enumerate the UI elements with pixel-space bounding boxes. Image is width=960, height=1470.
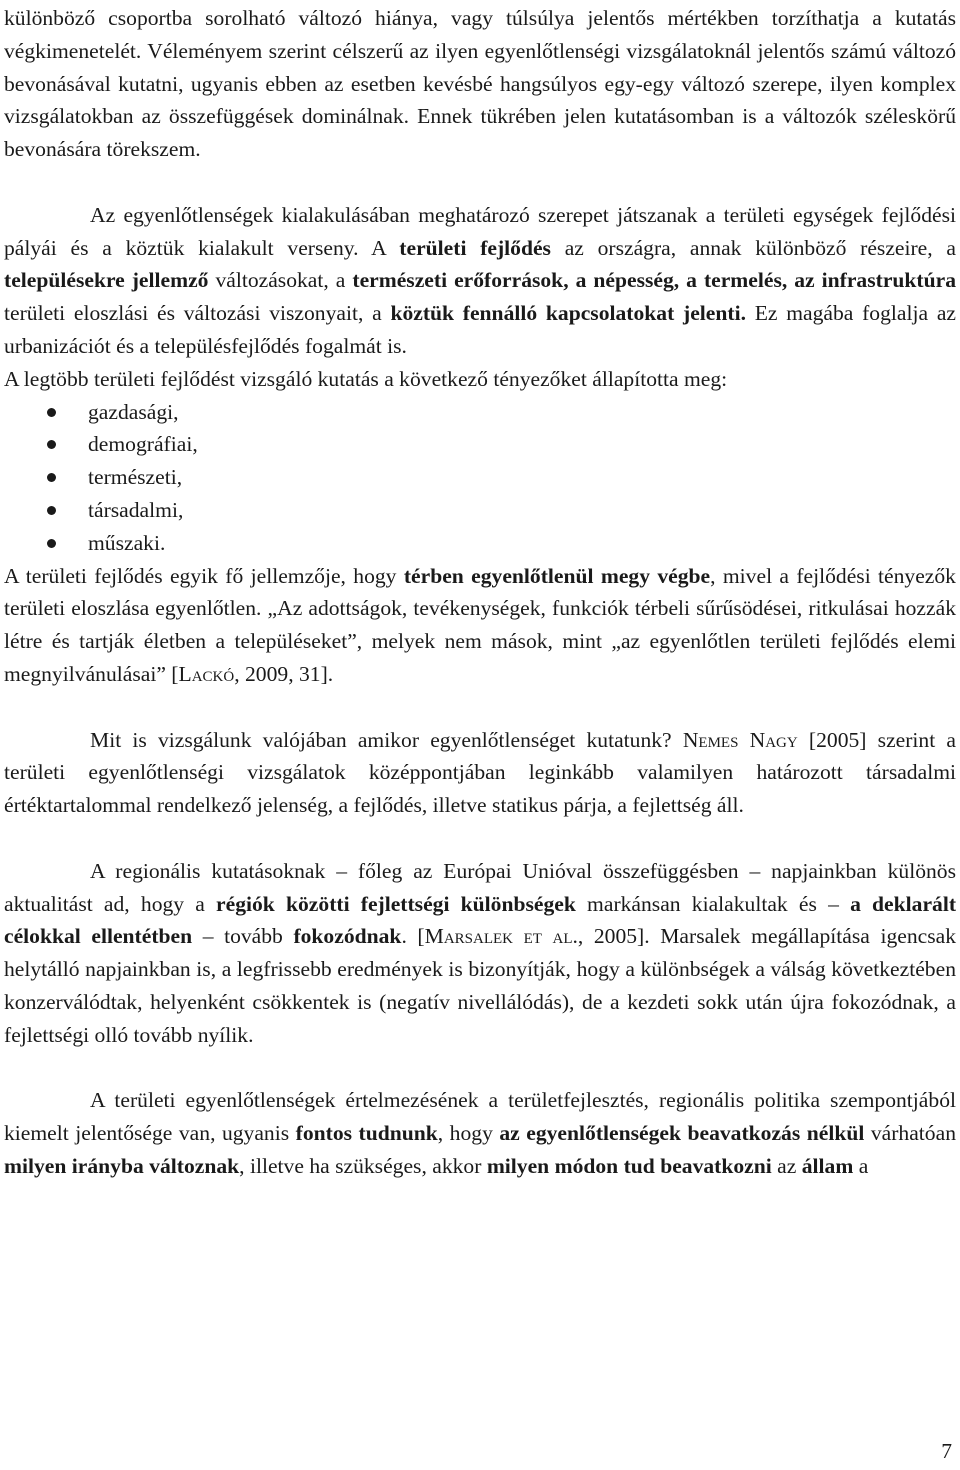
list-item: demográfiai,	[4, 428, 956, 461]
factor-list	[4, 396, 956, 560]
bold-term: fontos tudnunk	[295, 1121, 438, 1146]
citation-author: Lackó	[178, 661, 235, 686]
text-run: , hogy	[437, 1121, 500, 1146]
list-item: gazdasági,	[4, 396, 956, 429]
paragraph-gap	[4, 822, 956, 855]
text-run: , illetve ha szükséges, akkor	[239, 1153, 487, 1178]
bold-term: településekre jellemző	[4, 268, 209, 293]
text-run: , mivel a fejlődési tényezők területi eloszlása egyenlőtlen. „Az adottságok, tevékenységek, funkciók térbeli sűrűsödései, ritkulásai hozzák létre és tartják életben a településeket”, melyek nem mások, mint „az egyenlőtlen területi fejlődés elemi megnyilvánulásai” [	[4, 563, 956, 686]
text-run: A regionális kutatásoknak – főleg az Európai Unióval összefüggésben – napjainkban különös aktualitást ad, hogy a	[4, 858, 956, 916]
bold-term: az egyenlőtlenségek beavatkozás nélkül	[499, 1121, 865, 1146]
paragraph-5	[4, 724, 956, 822]
paragraph-gap	[4, 166, 956, 199]
bold-term: köztük fennálló kapcsolatokat jelenti.	[390, 301, 746, 326]
paragraph-3: A legtöbb területi fejlődést vizsgáló kutatás a következő tényezőket állapította meg:	[4, 366, 728, 391]
list-item: műszaki.	[4, 527, 956, 560]
text-run: A területi egyenlőtlenségek értelmezésének a területfejlesztés, regionális politika szempontjából kiemelt jelentősége van, ugyanis	[4, 1088, 956, 1146]
paragraph-1: különböző csoportba sorolható változó hiánya, vagy túlsúlya jelentős mértékben torzíthatja a kutatás végkimenetelét. Véleményem szerint célszerű az ilyen egyenlőtlenségi vizsgálatoknál jelentős számú változó bevonásával kutatni, ugyanis ebben az esetben kevésbé hangsúlyos egy-egy változó szerepe, ilyen komplex vizsgálatokban az összefüggések dominálnak. Ennek tükrében jelen kutatásomban is a változók széleskörű bevonására törekszem.	[4, 6, 956, 162]
text-run: Az egyenlőtlenségek kialakulásában meghatározó szerepet játszanak a területi egységek fejlődési pályái és a köztük kialakult verseny. A	[4, 202, 956, 260]
text-run: területi eloszlási és változási viszonyait, a	[4, 301, 391, 326]
bold-term: fokozódnak	[293, 924, 402, 949]
citation-author: Nemes Nagy	[682, 727, 798, 752]
bold-term: régiók közötti fejlettségi különbségek	[216, 891, 576, 916]
list-item: társadalmi,	[4, 494, 956, 527]
text-run: , 2005]. Marsalek megállapítása igencsak helytálló napjainkban is, a legfrissebb eredmények is bizonyítják, hogy a különbségek a válság következtében konzerválódtak, helyenként csökkentek is (negatív nivellálódás), de a kezdeti sokk után újra fokozódnak, a fejlettségi olló tovább nyílik.	[4, 924, 956, 1047]
list-item: természeti,	[4, 461, 956, 494]
bold-term: milyen irányba változnak	[4, 1153, 240, 1178]
page-number: 7	[941, 1439, 952, 1463]
text-run: változásokat, a	[208, 268, 353, 293]
body-text	[4, 2, 956, 1183]
text-run: az országra, annak különböző részeire, a	[550, 235, 956, 260]
bold-term: területi fejlődés	[399, 235, 551, 260]
bold-term: milyen módon tud beavatkozni	[486, 1153, 772, 1178]
paragraph-7	[4, 1084, 956, 1182]
text-run: az	[771, 1153, 802, 1178]
paragraph-6	[4, 855, 956, 1052]
bold-term: természeti erőforrások, a népesség, a termelés, az infrastruktúra	[352, 268, 956, 293]
bold-term: a deklarált célokkal ellentétben	[4, 891, 957, 949]
text-run: [2005] szerint a területi egyenlőtlenségi vizsgálatok középpontjában leginkább valamilyen határozott társadalmi értéktartalommal rendelkező jelenség, a fejlődés, illetve statikus párja, a fejlettség áll.	[4, 727, 956, 818]
paragraph-gap	[4, 1052, 956, 1085]
text-run: Ez magába foglalja az urbanizációt és a településfejlődés fogalmát is.	[4, 301, 956, 358]
bold-term: állam	[801, 1153, 854, 1178]
text-run: markánsan kialakultak és –	[575, 891, 851, 916]
citation-author: Marsalek et al.	[424, 924, 578, 949]
text-run: , 2009, 31].	[234, 661, 334, 686]
paragraph-2	[4, 199, 956, 363]
paragraph-gap	[4, 691, 956, 724]
text-run: a	[853, 1153, 869, 1178]
bold-term: térben egyenlőtlenül megy végbe	[403, 563, 711, 588]
text-run: Mit is vizsgálunk valójában amikor egyenlőtlenséget kutatunk?	[90, 727, 683, 752]
paragraph-4	[4, 560, 956, 691]
text-run: A területi fejlődés egyik fő jellemzője, hogy	[4, 563, 404, 588]
text-run: . [	[401, 924, 425, 949]
text-run: várhatóan	[864, 1121, 956, 1146]
text-run: – tovább	[192, 924, 294, 949]
